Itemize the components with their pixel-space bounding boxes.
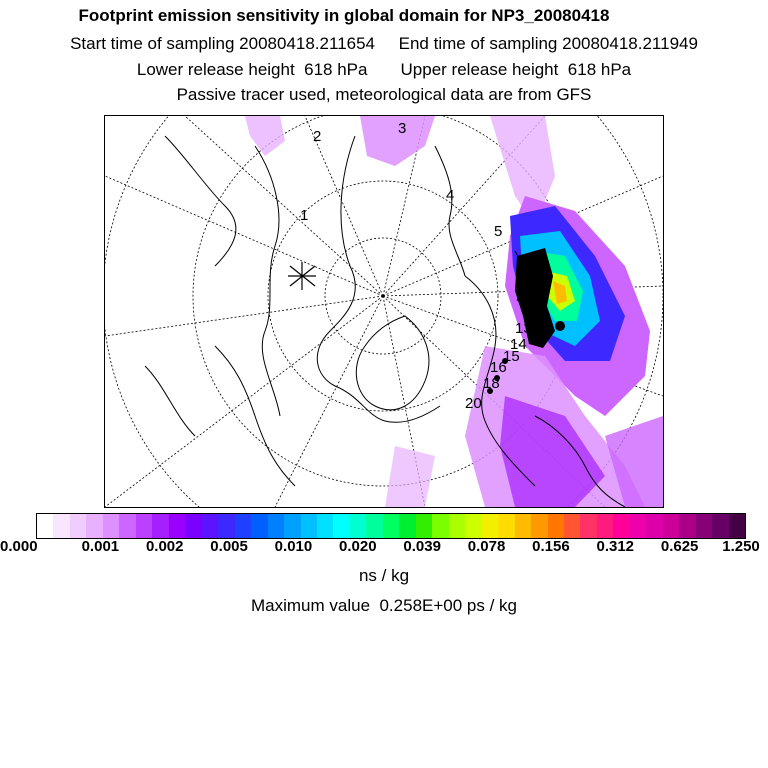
colorbar-segment bbox=[251, 514, 267, 538]
colorbar-segment bbox=[383, 514, 399, 538]
colorbar-segment bbox=[449, 514, 465, 538]
colorbar-segment bbox=[613, 514, 629, 538]
colorbar-tick-label: 0.078 bbox=[467, 538, 506, 555]
maximum-value-label: Maximum value 0.258E+00 ps / kg bbox=[251, 596, 517, 615]
colorbar-segment bbox=[663, 514, 679, 538]
colorbar-segment bbox=[696, 514, 712, 538]
trajectory-label: 16 bbox=[490, 359, 507, 376]
trajectory-label: 15 bbox=[503, 348, 520, 365]
trajectory-label: 5 bbox=[494, 223, 503, 240]
colorbar-tick-label: 0.001 bbox=[81, 538, 120, 555]
colorbar-tick-label: 0.000 bbox=[0, 538, 38, 555]
colorbar-segment bbox=[169, 514, 185, 538]
colorbar-segment bbox=[399, 514, 415, 538]
trajectory-label: 20 bbox=[465, 395, 482, 412]
colorbar-segment bbox=[679, 514, 695, 538]
trajectory-labels bbox=[300, 120, 532, 412]
release-heights bbox=[0, 60, 768, 80]
colorbar-segment bbox=[284, 514, 300, 538]
colorbar-segment bbox=[185, 514, 201, 538]
colorbar-segment bbox=[432, 514, 448, 538]
colorbar-tick-label: 0.039 bbox=[403, 538, 441, 555]
lower-height-label: Lower release height 618 hPa bbox=[136, 60, 368, 79]
colorbar-tick-label: 0.005 bbox=[210, 538, 248, 555]
map-canvas bbox=[105, 116, 663, 507]
colorbar-units: ns / kg bbox=[358, 566, 410, 585]
sensitivity-field bbox=[245, 116, 663, 507]
sampling-times bbox=[0, 34, 768, 54]
release-point-icon bbox=[288, 262, 316, 290]
polar-map bbox=[104, 115, 664, 508]
colorbar-segment bbox=[465, 514, 481, 538]
colorbar-segment bbox=[37, 514, 53, 538]
colorbar-segment bbox=[202, 514, 218, 538]
colorbar-segment bbox=[86, 514, 102, 538]
colorbar-segment bbox=[366, 514, 382, 538]
colorbar-segment bbox=[70, 514, 86, 538]
colorbar-segment bbox=[333, 514, 349, 538]
trajectory-label: 18 bbox=[483, 375, 500, 392]
start-time-label: Start time of sampling 20080418.211654 bbox=[70, 34, 376, 53]
colorbar-segment bbox=[119, 514, 135, 538]
colorbar-tick-label: 0.010 bbox=[274, 538, 313, 555]
colorbar-segment bbox=[498, 514, 514, 538]
end-time-label: End time of sampling 20080418.211949 bbox=[398, 34, 698, 53]
colorbar-tick-label: 0.625 bbox=[660, 538, 699, 555]
colorbar-segment bbox=[712, 514, 728, 538]
colorbar-segment bbox=[317, 514, 333, 538]
trajectory-label: 1 bbox=[300, 207, 309, 224]
colorbar-segment bbox=[53, 514, 69, 538]
colorbar-segment bbox=[597, 514, 613, 538]
colorbar-tick-label: 1.250 bbox=[722, 538, 760, 555]
upper-height-label: Upper release height 618 hPa bbox=[400, 60, 632, 79]
colorbar-tick-label: 0.002 bbox=[145, 538, 184, 555]
colorbar-segment bbox=[218, 514, 234, 538]
map-title: Footprint emission sensitivity in global domain for NP3_20080418 bbox=[78, 6, 610, 25]
colorbar-segment bbox=[548, 514, 564, 538]
colorbar-segment bbox=[103, 514, 119, 538]
colorbar-segment bbox=[515, 514, 531, 538]
colorbar-segment bbox=[580, 514, 596, 538]
trajectory-label: 3 bbox=[398, 120, 407, 137]
colorbar-segment bbox=[482, 514, 498, 538]
colorbar bbox=[36, 513, 746, 539]
tracer-note: Passive tracer used, meteorological data are from GFS bbox=[176, 85, 592, 104]
colorbar-segment bbox=[301, 514, 317, 538]
colorbar-segment bbox=[268, 514, 284, 538]
colorbar-segment bbox=[152, 514, 168, 538]
colorbar-tick-label: 0.020 bbox=[339, 538, 377, 555]
colorbar-segment bbox=[350, 514, 366, 538]
colorbar-segment bbox=[646, 514, 662, 538]
colorbar-segment bbox=[729, 514, 745, 538]
trajectory-label: 14 bbox=[510, 336, 527, 353]
colorbar-tick-label: 0.156 bbox=[532, 538, 570, 555]
trajectory-label: 2 bbox=[313, 128, 322, 145]
colorbar-tick-label: 0.312 bbox=[596, 538, 635, 555]
colorbar-segment bbox=[136, 514, 152, 538]
trajectory-label: 13 bbox=[515, 320, 532, 337]
colorbar-segment bbox=[630, 514, 646, 538]
colorbar-segment bbox=[564, 514, 580, 538]
colorbar-segment bbox=[416, 514, 432, 538]
colorbar-segment bbox=[531, 514, 547, 538]
colorbar-segment bbox=[235, 514, 251, 538]
trajectory-label: 4 bbox=[446, 187, 455, 204]
